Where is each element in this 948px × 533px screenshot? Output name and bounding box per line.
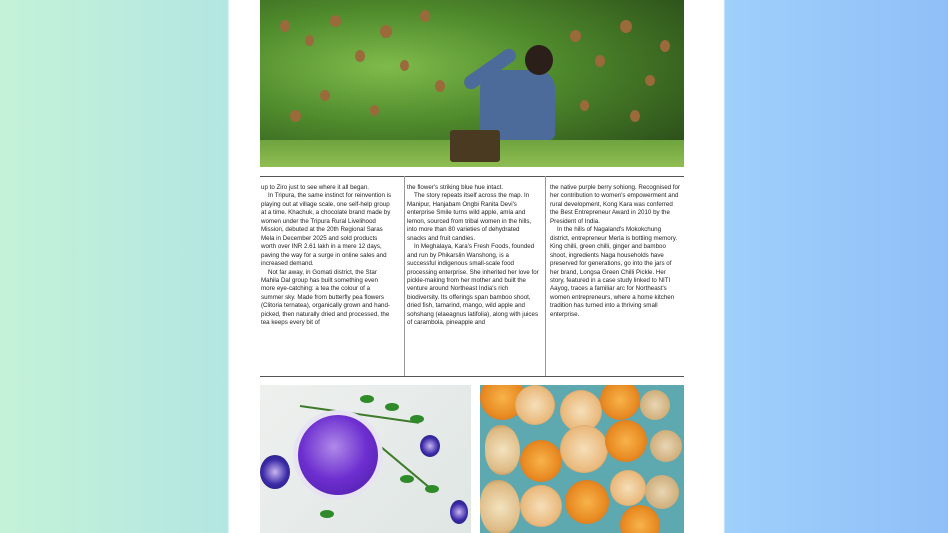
article-column-3	[550, 184, 682, 319]
kiwi-orchard-photo	[260, 0, 684, 167]
kiwi-fruit	[595, 55, 605, 67]
kiwi-fruit	[580, 100, 589, 111]
dried-fruit-photo	[480, 385, 684, 533]
column-divider	[545, 176, 546, 376]
kiwi-fruit	[320, 90, 330, 101]
butterfly-pea-flower	[450, 500, 468, 524]
kiwi-fruit	[645, 75, 655, 86]
kiwi-fruit	[290, 110, 301, 122]
column-divider	[404, 176, 405, 376]
dried-apple-slice	[560, 425, 608, 473]
dried-orange-slice	[565, 480, 609, 524]
leaf	[360, 395, 374, 403]
purple-tea-cup	[298, 415, 378, 495]
dried-pear-slice	[485, 425, 520, 475]
bottom-rule	[260, 376, 684, 377]
kiwi-fruit	[420, 10, 430, 22]
kiwi-fruit	[630, 110, 640, 122]
kiwi-fruit	[355, 50, 365, 62]
article-column-2	[407, 184, 539, 328]
paragraph: In Meghalaya, Kara's Fresh Foods, founded and run by Phikarslin Wanshong, is a successful indigenous small-scale food processing enterprise. She inherited her love for pickle-making from her mother and built the venture around Northeast India's rich biodiversity. Its offerings span bamboo shoot, dried fish, tamarind, mango, wild apple and sohshang (elaeagnus latifolia), along with juices of carambola, pineapple and	[407, 243, 539, 327]
butterfly-pea-flower	[420, 435, 440, 457]
kiwi-fruit	[660, 40, 670, 52]
leaf	[400, 475, 414, 483]
dried-chip	[650, 430, 682, 462]
leaf	[385, 403, 399, 411]
dried-orange-slice	[605, 420, 647, 462]
paragraph: In the hills of Nagaland's Mokokchung district, entrepreneur Merla is bottling memory. King chilli, green chilli, ginger and bamboo shoot, ingredients Naga households have preserved for generations, go into the jars of her brand, Longsa Green Chilli Pickle. Her story, featured in a case study linked to NITI Aayog, traces a familiar arc for Northeast's women entrepreneurs, where a home kitchen tradition has turned into a thriving small enterprise.	[550, 226, 678, 318]
paragraph: In Tripura, the same instinct for reinvention is playing out at village scale, one self-help group at a time. Khachuk, a chocolate brand made by women under the Tripura Rural Livelihood Mission, debuted at the 20th Regional Saras Mela in December 2025 and sold products worth over INR 2.61 lakh in a mere 12 days, paving the way for a surge in online sales and increased demand.	[261, 192, 392, 268]
paragraph: the native purple berry sohiong. Recognised for her contribution to women's empowerment and rural development, Kong Kara was conferred the Best Entrepreneur Award in 2010 by the President of India.	[550, 184, 681, 225]
kiwi-fruit	[330, 15, 341, 27]
butterfly-pea-tea-photo	[260, 385, 471, 533]
kiwi-fruit	[435, 80, 445, 92]
dried-chip	[645, 475, 679, 509]
kiwi-fruit	[280, 20, 290, 32]
kiwi-fruit	[570, 30, 581, 42]
harvest-crate	[450, 130, 500, 162]
kiwi-fruit	[305, 35, 314, 46]
paragraph: the flower's striking blue hue intact.	[407, 184, 504, 191]
dried-apple-slice	[610, 470, 646, 506]
magazine-page	[230, 0, 723, 533]
dried-orange-slice	[600, 385, 640, 420]
kiwi-fruit	[620, 20, 632, 33]
butterfly-pea-flower	[260, 455, 290, 489]
dried-apple-slice	[520, 485, 562, 527]
dried-pear-slice	[480, 480, 520, 533]
paragraph: The story repeats itself across the map. In Manipur, Hanjabam Ongbi Ranita Devi's enterprise Smile turns wild apple, amla and lemon, sourced from tribal women in the hills, into more than 80 varieties of dehydrated snacks and fruit candies.	[407, 192, 532, 242]
leaf	[425, 485, 439, 493]
leaf	[320, 510, 334, 518]
leaf	[410, 415, 424, 423]
top-rule	[260, 176, 684, 177]
dried-orange-slice	[520, 440, 562, 482]
paragraph: up to Ziro just to see where it all began.	[261, 184, 369, 191]
article-column-1	[261, 184, 393, 328]
dried-orange-slice	[620, 505, 660, 533]
kiwi-fruit	[400, 60, 409, 71]
dried-apple-slice	[515, 385, 555, 425]
dried-chip	[640, 390, 670, 420]
kiwi-fruit	[380, 25, 392, 38]
farmer-head	[525, 45, 553, 75]
paragraph: Not far away, in Gomati district, the Star Mahila Dal group has built something even more eye-catching: a tea the colour of a summer sky. Made from butterfly pea flowers (Clitoria ternatea), organically grown and hand-picked, then naturally dried and processed, the tea keeps every bit of	[261, 268, 390, 327]
kiwi-fruit	[370, 105, 379, 116]
